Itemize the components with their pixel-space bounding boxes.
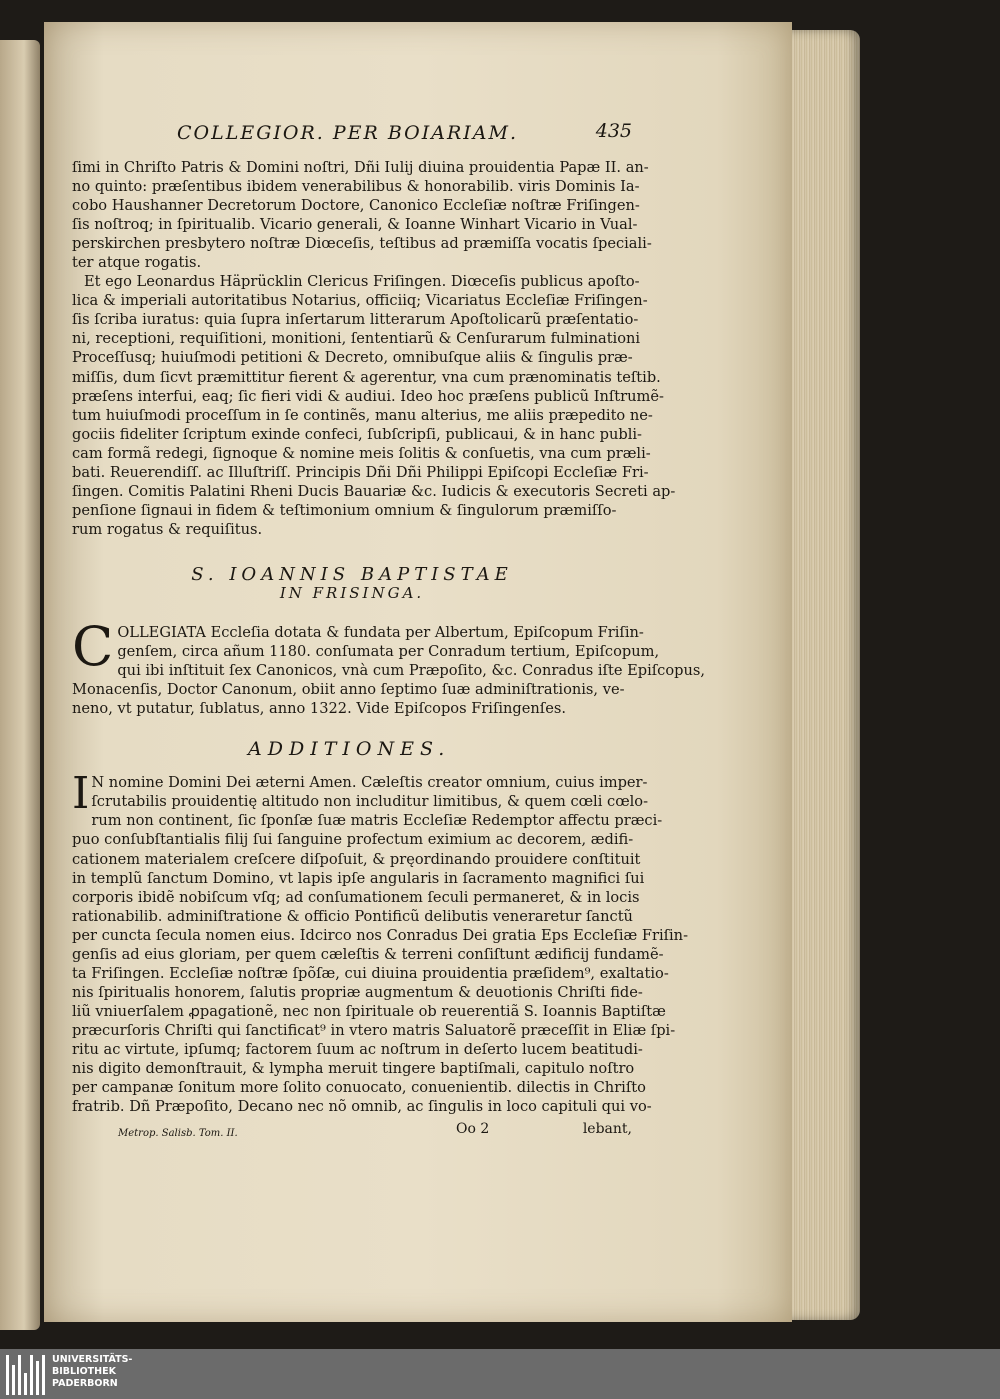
- text-line: perskirchen presbytero noſtræ Diœceſis, teſtibus ad præmiſſa vocatis ſpeciali-: [72, 235, 652, 253]
- text-line: ter atque rogatis.: [72, 254, 202, 272]
- text-line: liũ vniuerſalem ꝓpagationẽ, nec non ſpirituale ob reuerentiã S. Ioannis Baptiſtæ: [72, 1002, 666, 1020]
- text-line: ſingen. Comitis Palatini Rheni Ducis Bauariæ &c. Iudicis & executoris Secreti ap-: [72, 482, 676, 500]
- catchword: lebant,: [582, 1121, 632, 1138]
- text-line: ſis noſtroq; in ſpiritualib. Vicario generali, & Ioanne Winhart Vicario in Vual-: [72, 216, 638, 234]
- library-footer-bar: [0, 1349, 1000, 1399]
- paragraph-4: [72, 768, 689, 1116]
- text-line: Proceſſusq; huiuſmodi petitioni & Decreto, omnibuſque aliis & ſingulis præ-: [72, 349, 633, 367]
- text-line: ſis ſcriba iuratus: quia ſupra inſertarum litterarum Apoſtolicarũ præſentatio-: [72, 311, 639, 329]
- library-name-line: BIBLIOTHEK: [52, 1366, 116, 1377]
- text-line: rationabilib. adminiſtratione & officio Pontificũ delibutis veneraretur ſanctũ: [72, 907, 633, 925]
- text-line: nis ſpiritualis honorem, ſalutis propriæ augmentum & deuotionis Chriſti fide-: [72, 983, 643, 1001]
- text-line: corporis ibidẽ nobiſcum vſq; ad conſumationem ſeculi permaneret, & in locis: [72, 888, 640, 906]
- text-line: per campanæ ſonitum more ſolito conuocato, conuenientib. dilectis in Chriſto: [72, 1079, 646, 1097]
- text-line: ni, receptioni, requiſitioni, monitioni, ſententiarũ & Cenſurarum fulminationi: [72, 330, 641, 348]
- text-line: tum huiuſmodi proceſſum in ſe continẽs, manu alterius, me aliis præpedito ne-: [72, 406, 653, 424]
- text-line: Et ego Leonardus Häprücklin Clericus Friſingen. Diœceſis publicus apoſto-: [84, 273, 640, 291]
- drop-capital: I: [72, 768, 90, 820]
- text-line: Monacenſis, Doctor Canonum, obiit anno ſeptimo ſuæ adminiſtrationis, ve-: [72, 681, 625, 699]
- library-name-line: PADERBORN: [52, 1378, 118, 1389]
- paragraph-1: [72, 158, 652, 272]
- text-line: qui ibi inſtituit ſex Canonicos, vnà cum Præpoſito, &c. Conradus iſte Epiſcopus,: [117, 662, 705, 680]
- text-line: cam formã redegi, ſignoque & nomine meis ſolitis & conſuetis, vna cum præli-: [72, 444, 651, 462]
- previous-page-edge: [0, 40, 40, 1330]
- text-line: ſcrutabilis prouidentię altitudo non includitur limitibus, & quem cœli cœlo-: [91, 793, 649, 811]
- page-number: 435: [595, 120, 632, 142]
- text-line: per cuncta ſecula nomen eius. Idcirco nos Conradus Dei gratia Eps Eccleſiæ Friſin-: [72, 926, 689, 944]
- library-name: [52, 1354, 132, 1390]
- text-line: in templũ ſanctum Domino, vt lapis ipſe angularis in ſacramento magnifici ſui: [72, 869, 645, 887]
- text-line: miſſis, dum ſicvt præmittitur fierent & agerentur, vna cum prænominatis teſtib.: [72, 368, 661, 386]
- text-line: penſione ſignaui in fidem & teſtimonium omnium & ſingulorum præmiſſo-: [72, 501, 617, 519]
- signature-mark: Oo 2: [456, 1121, 490, 1138]
- library-name-line: UNIVERSITÄTS-: [52, 1354, 133, 1365]
- page-header: [72, 118, 632, 158]
- section-title: S. IOANNIS BAPTISTAE: [191, 563, 513, 585]
- drop-capital: C: [72, 615, 114, 679]
- text-line: neno, vt putatur, ſublatus, anno 1322. Vide Epiſcopos Friſingenſes.: [72, 700, 566, 718]
- text-line: puo conſubſtantialis filij ſui ſanguine profectum eximium ac decorem, ædifi-: [72, 831, 634, 849]
- paragraph-2: [72, 272, 676, 539]
- paragraph-3: [72, 615, 705, 718]
- text-line: nis digito demonſtrauit, & lympha meruit tingere baptiſmali, capitulo noſtro: [72, 1060, 635, 1078]
- running-head: COLLEGIOR. PER BOIARIAM.: [177, 122, 519, 144]
- text-line: genſem, circa añum 1180. conſumata per Conradum tertium, Epiſcopum,: [117, 643, 660, 661]
- text-line: OLLEGIATA Eccleſia dotata & fundata per Albertum, Epiſcopum Friſin-: [117, 624, 644, 642]
- text-line: præcurſoris Chriſti qui ſanctificat⁹ in vtero matris Saluatorẽ præceſſit in Eliæ ſpi-: [72, 1021, 676, 1039]
- text-line: gociis fideliter ſcriptum exinde confeci, ſubſcripſi, publicaui, & in hanc publi-: [72, 425, 642, 443]
- text-line: genſis ad eius gloriam, per quem cæleſtis & terreni conſiſtunt ædificij fundamẽ-: [72, 945, 664, 963]
- text-line: ritu ac virtute, ipſumq; factorem ſuum ac noſtrum in deſerto lucem beatitudi-: [72, 1040, 643, 1058]
- library-logo-icon: [6, 1353, 46, 1395]
- page-footer: [72, 1118, 632, 1142]
- text-line: no quinto: præſentibus ibidem venerabilibus & honorabilib. viris Dominis Ia-: [72, 178, 640, 196]
- section-subtitle: IN FRISINGA.: [279, 583, 425, 602]
- text-line: cobo Haushanner Decretorum Doctore, Canonico Eccleſiæ noſtræ Friſingen-: [72, 197, 640, 215]
- text-line: ta Friſingen. Eccleſiæ noſtræ ſpõſæ, cui diuina prouidentia præſidem⁹, exaltatio-: [72, 964, 669, 982]
- text-line: bati. Reuerendiſſ. ac Illuſtriſſ. Principis Dñi Dñi Philippi Epiſcopi Eccleſiæ Fri-: [72, 463, 649, 481]
- text-line: lica & imperiali autoritatibus Notarius, officiiq; Vicariatus Eccleſiæ Friſingen-: [72, 292, 648, 310]
- signature-note: Metrop. Salisb. Tom. II.: [118, 1128, 238, 1140]
- text-line: rum rogatus & requiſitus.: [72, 520, 263, 538]
- text-line: rum non continent, ſic ſponſæ ſuæ matris Eccleſiæ Redemptor affectu præci-: [91, 812, 663, 830]
- text-line: ſimi in Chriſto Patris & Domini noſtri, Dñi Iulij diuina prouidentia Papæ II. an-: [72, 159, 649, 176]
- text-line: præſens interfui, eaq; ſic fieri vidi & audiui. Ideo hoc præſens publicũ Inſtrumẽ-: [72, 387, 664, 405]
- text-line: cationem materialem creſcere diſpoſuit, & pręordinando prouidere conſtituit: [72, 850, 641, 868]
- text-line: N nomine Domini Dei æterni Amen. Cæleſtis creator omnium, cuius imper-: [91, 774, 648, 792]
- additiones-heading: ADDITIONES.: [248, 738, 451, 761]
- page-text: [72, 118, 705, 1142]
- text-line: fratrib. Dñ Præpoſito, Decano nec nõ omnib, ac ſingulis in loco capituli qui vo-: [72, 1098, 652, 1116]
